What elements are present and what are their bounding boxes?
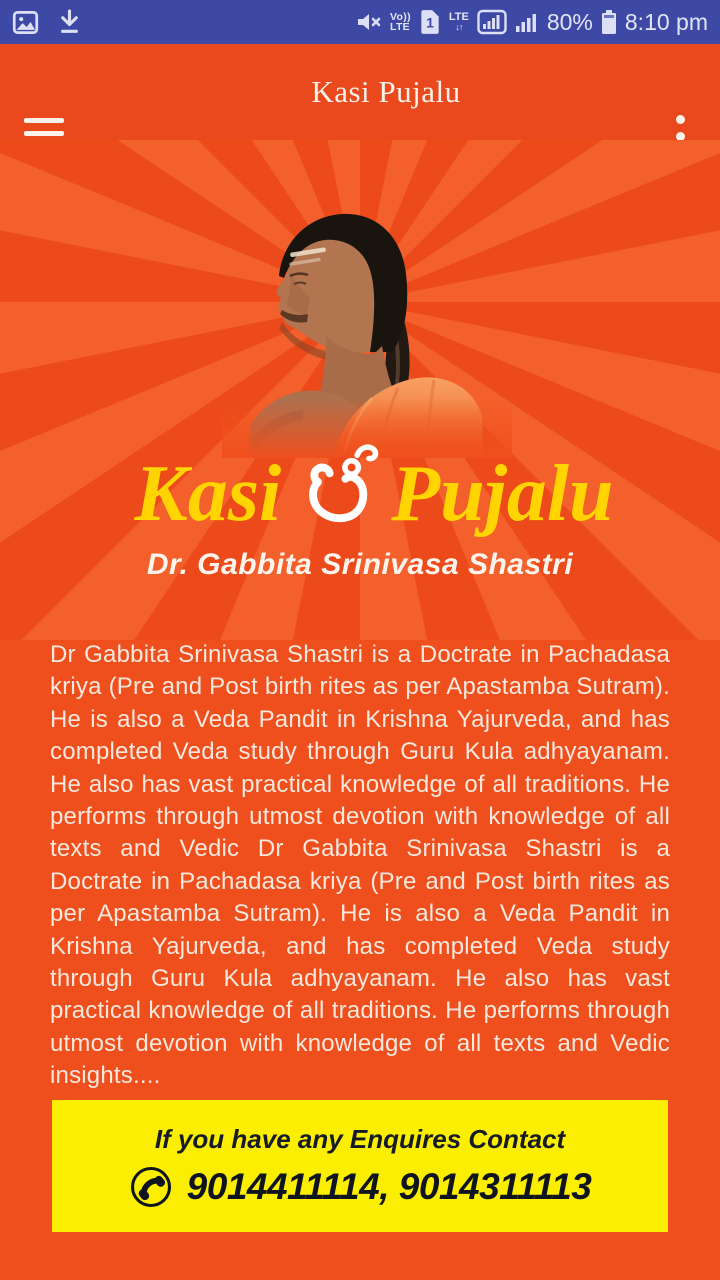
- mute-icon: [356, 10, 382, 34]
- status-bar: [0, 0, 720, 44]
- signal-boxed-icon: [477, 9, 507, 35]
- battery-percent: 80%: [546, 8, 593, 35]
- status-bar-right: [356, 9, 708, 36]
- status-bar-left: [12, 9, 82, 36]
- app-bar-title: Kasi Pujalu: [311, 74, 461, 109]
- download-icon: [57, 9, 82, 36]
- hero-title: [14, 448, 720, 540]
- volte-line2: LTE: [390, 21, 410, 33]
- pandit-photo: [222, 186, 512, 458]
- screenshot-icon: [12, 9, 39, 36]
- hero-title-right: Pujalu: [391, 450, 614, 538]
- about-paragraph: Dr Gabbita Srinivasa Shastri is a Doctrate in Pachadasa kriya (Pre and Post birth rites as per Apastamba Sutram). He is also a Veda Pandit in Krishna Yajurveda, and has completed Veda study through Guru Kula adhyayanam. He also has vast practical knowledge of all traditions. He performs through utmost devotion with knowledge of all texts and Vedic Dr Gabbita Srinivasa Shastri is a Doctrate in Pachadasa kriya (Pre and Post birth rites as per Apastamba Sutram). He is also a Veda Pandit in Krishna Yajurveda, and has completed Veda study through Guru Kula adhyayanam. He also has vast practical knowledge of all traditions. He performs through utmost devotion with knowledge of all texts and Vedic insights....: [50, 641, 670, 1090]
- volte-icon: [390, 12, 411, 32]
- signal-icon: [515, 11, 539, 33]
- sim-icon: [419, 9, 441, 35]
- data-arrows: ↓↑: [455, 22, 463, 32]
- sim-slot-number: 1: [425, 14, 434, 31]
- app-bar: [0, 44, 720, 140]
- hamburger-bar: [24, 118, 64, 123]
- contact-phone-row[interactable]: [129, 1165, 592, 1209]
- battery-icon: [601, 9, 617, 35]
- hero-subtitle: Dr. Gabbita Srinivasa Shastri: [146, 548, 574, 581]
- contact-phone-numbers[interactable]: 9014411114, 9014311113: [186, 1165, 592, 1207]
- data-network-label: LTE: [448, 11, 469, 23]
- mobile-data-icon: [449, 12, 469, 32]
- volte-line1: Vo)): [390, 11, 411, 23]
- overflow-dot: [676, 115, 685, 124]
- clock: 8:10 pm: [624, 8, 708, 35]
- contact-heading: If you have any Enquires Contact: [154, 1123, 566, 1154]
- phone-icon: [129, 1165, 173, 1209]
- contact-box: [52, 1100, 668, 1232]
- telugu-lo-glyph: [289, 441, 383, 537]
- hamburger-bar: [24, 131, 64, 136]
- hero-title-left: Kasi: [134, 450, 282, 538]
